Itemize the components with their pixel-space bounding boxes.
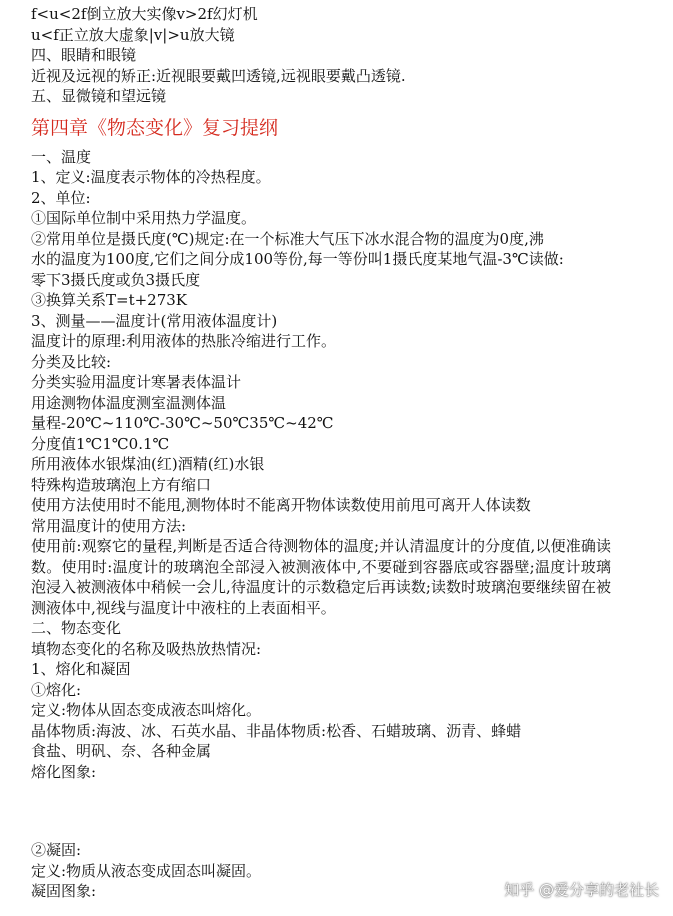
text-line: 所用液体水银煤油(红)酒精(红)水银 [31, 455, 265, 473]
optics-notes [31, 4, 661, 107]
text-line: 二、物态变化 [31, 619, 122, 637]
text-line: 1、定义:温度表示物体的冷热程度。 [31, 168, 271, 186]
text-line: 分类及比较: [31, 352, 112, 371]
text-line: 3、测量——温度计(常用液体温度计) [31, 311, 278, 330]
text-line: ①熔化: [31, 680, 82, 699]
text-line: u<f正立放大虚象|v|>u放大镜 [31, 25, 235, 44]
text-line: ③换算关系T=t+273K [31, 291, 188, 309]
text-line: 1、熔化和凝固 [31, 660, 131, 678]
text-line: 近视及远视的矫正:近视眼要戴凹透镜,远视眼要戴凸透镜. [31, 66, 406, 85]
text-line: 量程-20℃~110℃-30℃~50℃35℃~42℃ [31, 414, 334, 432]
zhihu-watermark: 知乎 @爱分享的老社长 [504, 881, 659, 899]
state-change-section [31, 618, 661, 782]
text-line: 凝固图象: [31, 882, 97, 900]
melting-graph-placeholder [31, 782, 661, 840]
text-line: 水的温度为100度,它们之间分成100等份,每一等份叫1摄氏度某地气温-3℃读做: [31, 250, 564, 268]
thermometer-usage-paragraph: 使用前:观察它的量程,判断是否适合待测物体的温度;并认清温度计的分度值,以便准确读数。使用时:温度计的玻璃泡全部浸入被测液体中,不要碰到容器底或容器壁;温度计玻璃泡浸入被测液体中稍候一会儿,待温度计的示数稳定后再读数;读数时玻璃泡要继续留在被测液体中,视线与温度计中液柱的上表面相平。 [31, 537, 611, 617]
text-line: 四、眼睛和眼镜 [31, 46, 137, 64]
text-line: 2、单位: [31, 188, 91, 207]
text-line: 晶体物质:海波、冰、石英水晶、非晶体物质:松香、石蜡玻璃、沥青、蜂蜡 [31, 721, 522, 740]
document-page [31, 4, 661, 902]
text-line: 分度值1℃1℃0.1℃ [31, 434, 170, 453]
text-line: 零下3摄氏度或负3摄氏度 [31, 270, 201, 289]
temperature-section [31, 147, 661, 619]
text-line: 熔化图象: [31, 762, 97, 781]
text-line: 定义:物质从液态变成固态叫凝固。 [31, 861, 262, 880]
text-line: 特殊构造玻璃泡上方有缩口 [31, 475, 212, 494]
chapter-title: 第四章《物态变化》复习提纲 [31, 116, 279, 139]
text-line: 定义:物体从固态变成液态叫熔化。 [31, 701, 262, 719]
text-line: ②凝固: [31, 841, 82, 859]
text-line: 食盐、明矾、奈、各种金属 [31, 742, 212, 760]
text-line: ②常用单位是摄氏度(℃)规定:在一个标准大气压下冰水混合物的温度为0度,沸 [31, 229, 544, 248]
text-line: 五、显微镜和望远镜 [31, 87, 167, 105]
text-line: 使用方法使用时不能甩,测物体时不能离开物体读数使用前甩可离开人体读数 [31, 496, 531, 514]
text-line: 分类实验用温度计寒暑表体温计 [31, 373, 242, 391]
text-line: 一、温度 [31, 147, 92, 166]
text-line: f<u<2f倒立放大实像v>2f幻灯机 [31, 5, 258, 23]
text-line: ①国际单位制中采用热力学温度。 [31, 209, 257, 227]
text-line: 用途测物体温度测室温测体温 [31, 393, 227, 412]
text-line: 温度计的原理:利用液体的热胀冷缩进行工作。 [31, 332, 337, 350]
text-line: 填物态变化的名称及吸热放热情况: [31, 639, 262, 658]
text-line: 常用温度计的使用方法: [31, 516, 187, 535]
